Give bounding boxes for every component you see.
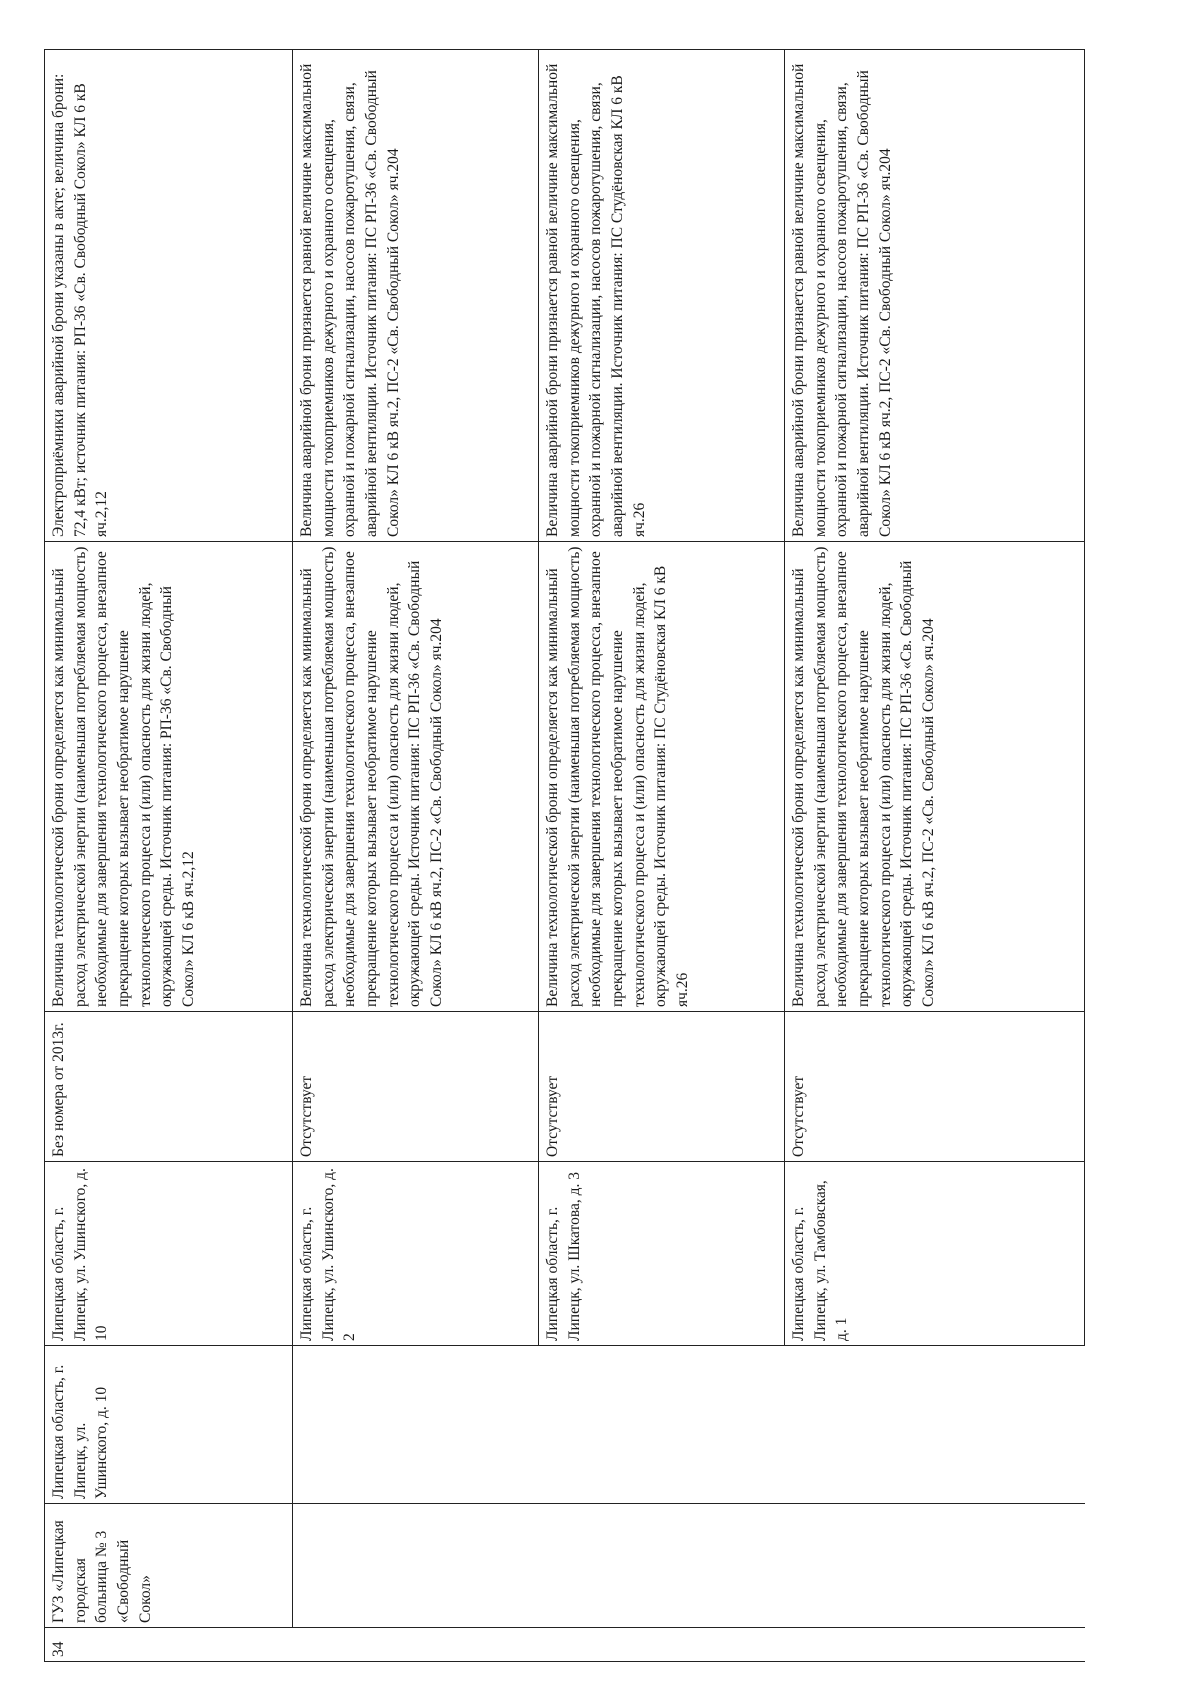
object-address: Липецкая область, г. Липецк, ул. Ушинского, д. 2 [293, 1162, 539, 1346]
table-row [293, 50, 539, 1662]
organization-name: ГУЗ «Липецкая городская больница № 3 «Свободный Сокол» [45, 1504, 293, 1628]
reserve-act: Отсутствует [293, 1012, 539, 1162]
reserve-act: Без номера от 2013г. [45, 1012, 293, 1162]
tech-reserve-text: Величина технологической брони определяется как минимальный расход электрической энергии (наименьшая потребляемая мощность) необходимые для завершения технологического процесса, внезапное прекращение которых вызывает необратимое нарушение технологического процесса и (или) опасность для жизни людей, окружающей среды. Источник питания: РП-36 «Св. Свободный Сокол» КЛ 6 кВ яч.2,12 [45, 542, 293, 1012]
energy-reserve-table [44, 49, 1085, 1662]
emergency-reserve-text: Величина аварийной брони признается равной величине максимальной мощности токоприемников дежурного и охранного освещения, охранной и пожарной сигнализации, насосов пожаротушения, связи, аварийной вентиляции. Источник питания: ПС Студёновская КЛ 6 кВ яч.26 [539, 50, 785, 542]
table-row [45, 50, 293, 1662]
emergency-reserve-text: Величина аварийной брони признается равной величине максимальной мощности токоприемников дежурного и охранного освещения, охранной и пожарной сигнализации, насосов пожаротушения, связи, аварийной вентиляции. Источник питания: ПС РП-36 «Св. Свободный Сокол» КЛ 6 кВ яч.2, ПС-2 «Св. Свободный Сокол» яч.204 [785, 50, 1085, 542]
organization-name-continued [293, 1504, 1085, 1628]
reserve-act: Отсутствует [785, 1012, 1085, 1162]
tech-reserve-text: Величина технологической брони определяется как минимальный расход электрической энергии (наименьшая потребляемая мощность) необходимые для завершения технологического процесса, внезапное прекращение которых вызывает необратимое нарушение технологического процесса и (или) опасность для жизни людей, окружающей среды. Источник питания: ПС РП-36 «Св. Свободный Сокол» КЛ 6 кВ яч.2, ПС-2 «Св. Свободный Сокол» яч.204 [785, 542, 1085, 1012]
object-address: Липецкая область, г. Липецк, ул. Тамбовская, д. 1 [785, 1162, 1085, 1346]
row-number: 34 [45, 1628, 1085, 1662]
object-address: Липецкая область, г. Липецк, ул. Шкатова, д. 3 [539, 1162, 785, 1346]
legal-address: Липецкая область, г. Липецк, ул. Ушинского, д. 10 [45, 1346, 293, 1504]
emergency-reserve-text: Электроприёмники аварийной брони указаны в акте; величина брони: 72,4 кВт; источник питания: РП-36 «Св. Свободный Сокол» КЛ 6 кВ яч.2,12 [45, 50, 293, 542]
tech-reserve-text: Величина технологической брони определяется как минимальный расход электрической энергии (наименьшая потребляемая мощность) необходимые для завершения технологического процесса, внезапное прекращение которых вызывает необратимое нарушение технологического процесса и (или) опасность для жизни людей, окружающей среды. Источник питания: ПС Студёновская КЛ 6 кВ яч.26 [539, 542, 785, 1012]
object-address: Липецкая область, г. Липецк, ул. Ушинского, д. 10 [45, 1162, 293, 1346]
legal-address-continued [293, 1346, 1085, 1504]
emergency-reserve-text: Величина аварийной брони признается равной величине максимальной мощности токоприемников дежурного и охранного освещения, охранной и пожарной сигнализации, насосов пожаротушения, связи, аварийной вентиляции. Источник питания: ПС РП-36 «Св. Свободный Сокол» КЛ 6 кВ яч.2, ПС-2 «Св. Свободный Сокол» яч.204 [293, 50, 539, 542]
rotated-table-wrapper [44, 50, 1092, 1662]
tech-reserve-text: Величина технологической брони определяется как минимальный расход электрической энергии (наименьшая потребляемая мощность) необходимые для завершения технологического процесса, внезапное прекращение которых вызывает необратимое нарушение технологического процесса и (или) опасность для жизни людей, окружающей среды. Источник питания: ПС РП-36 «Св. Свободный Сокол» КЛ 6 кВ яч.2, ПС-2 «Св. Свободный Сокол» яч.204 [293, 542, 539, 1012]
reserve-act: Отсутствует [539, 1012, 785, 1162]
